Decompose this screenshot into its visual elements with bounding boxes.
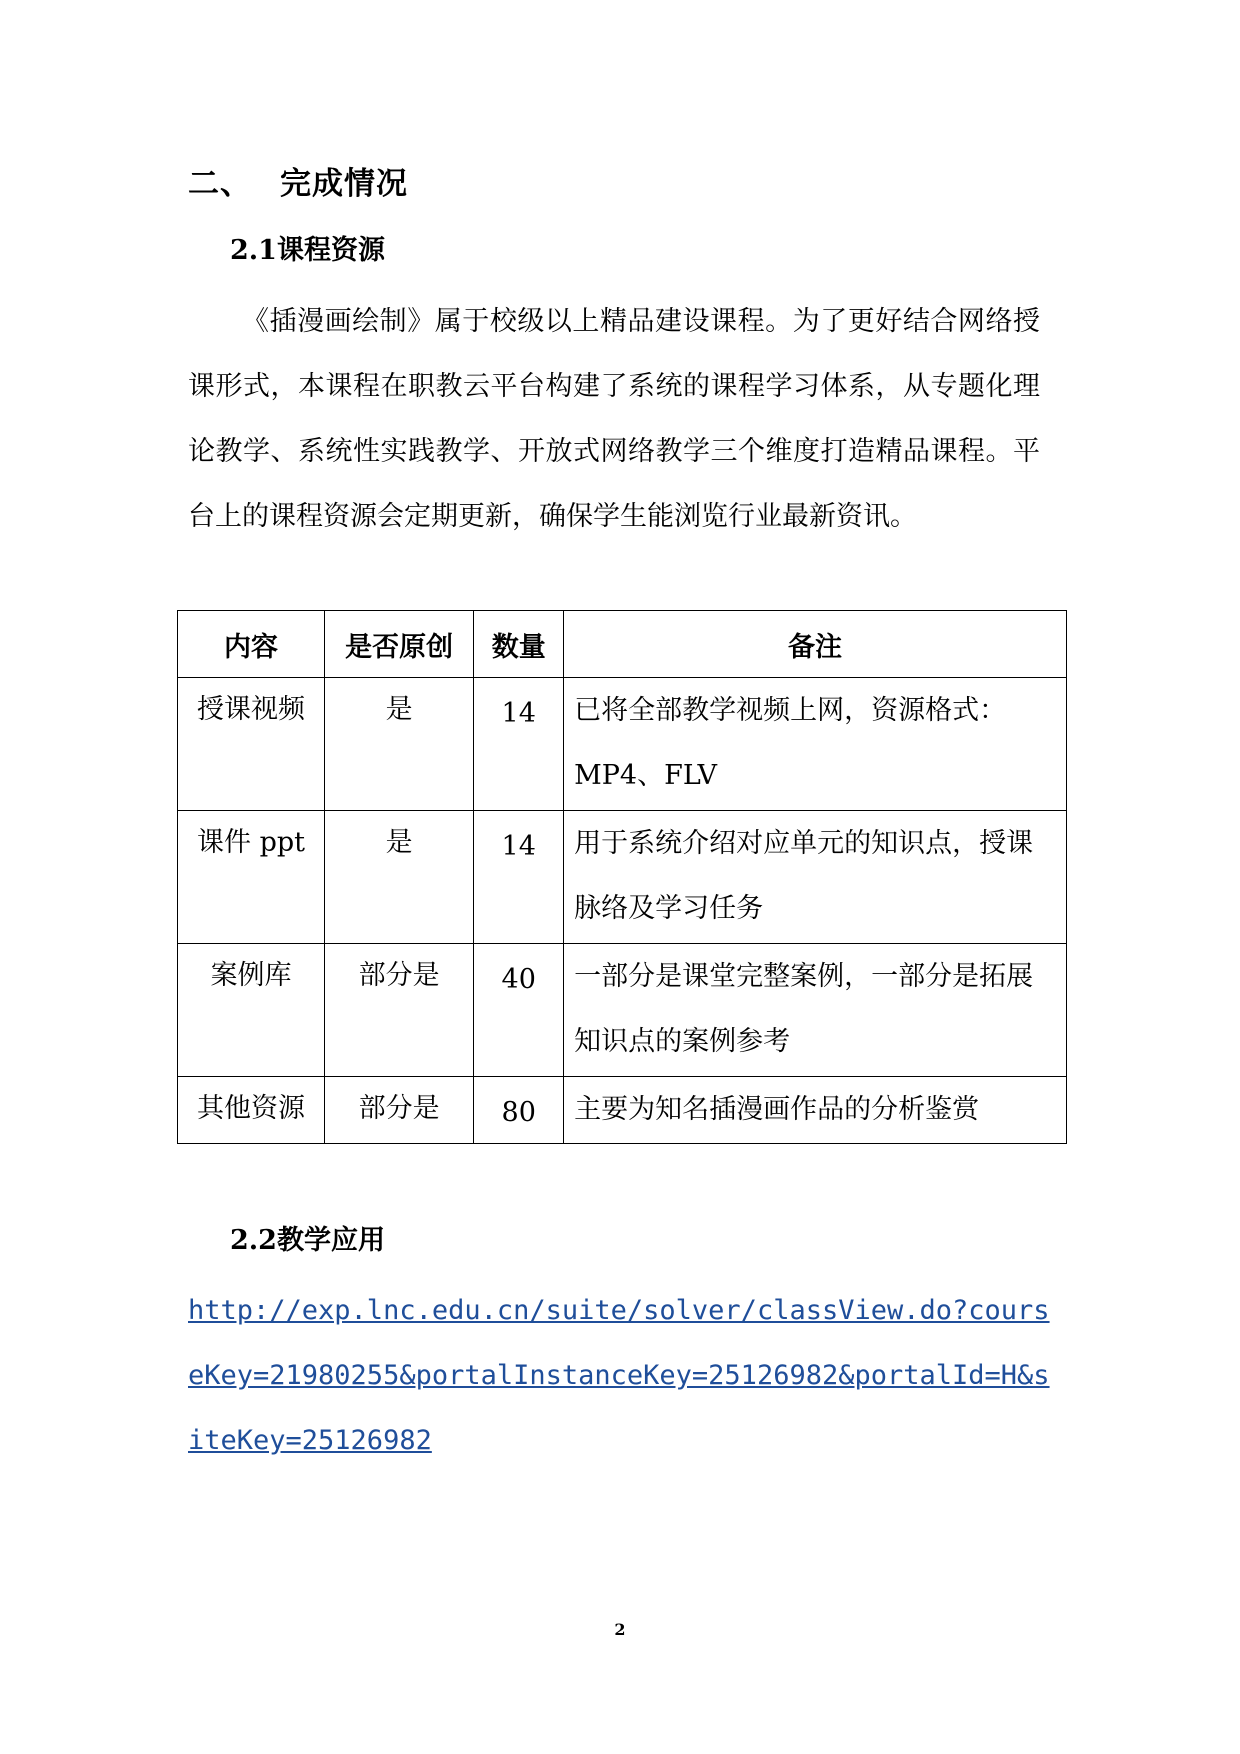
cell-note: 主要为知名插漫画作品的分析鉴赏 bbox=[564, 1077, 1067, 1144]
header-original: 是否原创 bbox=[325, 611, 474, 678]
cell-original: 部分是 bbox=[325, 1077, 474, 1144]
cell-content: 课件 ppt bbox=[178, 811, 325, 944]
cell-count: 80 bbox=[474, 1077, 564, 1144]
header-note: 备注 bbox=[564, 611, 1067, 678]
cell-original: 是 bbox=[325, 678, 474, 811]
intro-paragraph: 《插漫画绘制》属于校级以上精品建设课程。为了更好结合网络授课形式，本课程在职教云平台构建了系统的课程学习体系，从专题化理论教学、系统性实践教学、开放式网络教学三个维度打造精品课程。平台上的课程资源会定期更新，确保学生能浏览行业最新资讯。 bbox=[188, 306, 1040, 532]
page-number: 2 bbox=[614, 1620, 626, 1639]
section-title: 完成情况 bbox=[280, 166, 408, 202]
cell-count: 40 bbox=[474, 944, 564, 1077]
cell-content: 案例库 bbox=[178, 944, 325, 1077]
cell-content: 授课视频 bbox=[178, 678, 325, 811]
cell-note: 已将全部教学视频上网，资源格式：MP4、FLV bbox=[564, 678, 1067, 811]
cell-original: 部分是 bbox=[325, 944, 474, 1077]
header-content: 内容 bbox=[178, 611, 325, 678]
cell-note: 用于系统介绍对应单元的知识点，授课脉络及学习任务 bbox=[564, 811, 1067, 944]
subsection-heading-course-resources: 2.1课程资源 bbox=[230, 235, 385, 266]
table-row bbox=[178, 678, 1067, 811]
cell-original: 是 bbox=[325, 811, 474, 944]
section-number: 二、 bbox=[188, 166, 252, 202]
cell-content: 其他资源 bbox=[178, 1077, 325, 1144]
table-row bbox=[178, 811, 1067, 944]
subsection-heading-teaching-application: 2.2教学应用 bbox=[230, 1225, 385, 1256]
cell-note: 一部分是课堂完整案例，一部分是拓展知识点的案例参考 bbox=[564, 944, 1067, 1077]
cell-count: 14 bbox=[474, 811, 564, 944]
section-heading bbox=[188, 158, 408, 203]
cell-count: 14 bbox=[474, 678, 564, 811]
table-row bbox=[178, 1077, 1067, 1144]
course-link[interactable]: http://exp.lnc.edu.cn/suite/solver/classView.do?courseKey=21980255&portalInstanceKey=25126982&portalId=H&siteKey=25126982 bbox=[188, 1295, 1050, 1456]
resource-table bbox=[177, 610, 1067, 1144]
table-row bbox=[178, 944, 1067, 1077]
header-count: 数量 bbox=[474, 611, 564, 678]
